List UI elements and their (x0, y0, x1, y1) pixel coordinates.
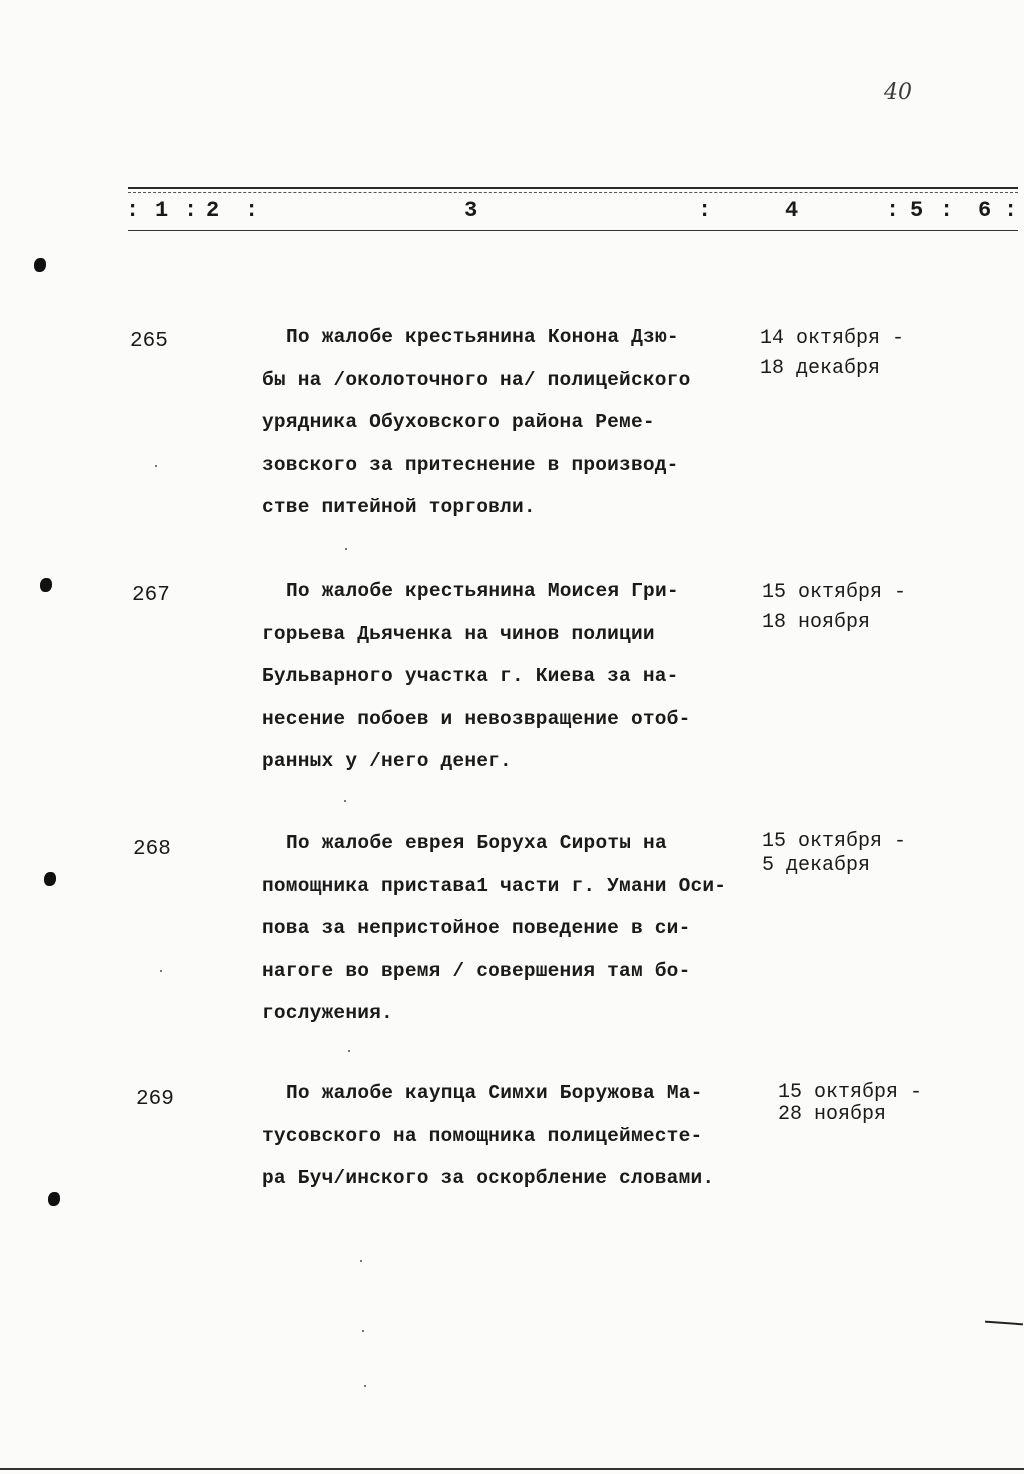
entry-line: урядника Обуховского района Реме- (262, 411, 655, 433)
date-end: 28 ноября (778, 1103, 887, 1126)
column-separator: : (184, 198, 198, 223)
scan-speck (344, 800, 346, 802)
entry-line: ранных у /него денег. (262, 750, 512, 772)
entry-number: 265 (130, 330, 168, 353)
entry-line: гослужения. (262, 1002, 393, 1024)
entry-line: бы на /околоточного на/ полицейского (262, 368, 691, 391)
scan-speck (360, 1260, 362, 1262)
entry-line: ра Буч/инского за оскорбление словами. (262, 1167, 715, 1189)
entry-description (262, 1072, 762, 1200)
date-end: 5 декабря (762, 854, 871, 877)
column-header-2: 2 (206, 198, 220, 223)
entry-line: помощника пристава1 части г. Умани Оси- (262, 874, 727, 897)
entry-line: нагоге во время / совершения там бо- (262, 959, 691, 982)
entry-line: По жалобе крестьянина Конона Дзю- (286, 326, 679, 348)
entry-description (262, 316, 762, 529)
header-rule-top-dashed (128, 192, 1018, 193)
punch-hole-mark (48, 1192, 60, 1206)
scan-speck (345, 548, 347, 550)
column-separator: : (126, 198, 140, 223)
entry-dates (762, 830, 906, 878)
header-rule-top (128, 187, 1018, 189)
date-start: 15 октября - (762, 830, 907, 853)
date-end: 18 декабря (760, 357, 881, 380)
column-separator: : (1004, 198, 1018, 223)
scan-speck (155, 465, 157, 467)
entry-dates (760, 324, 904, 384)
punch-hole-mark (34, 258, 46, 272)
entry-description (262, 822, 762, 1035)
column-header-5: 5 (910, 198, 924, 223)
scan-speck (362, 1330, 364, 1332)
entry-line: зовского за притеснение в производ- (262, 453, 679, 476)
column-separator: : (940, 198, 954, 223)
entry-number: 267 (132, 584, 170, 607)
date-end: 18 ноября (762, 611, 871, 634)
column-header-3: 3 (464, 198, 478, 223)
column-header-1: 1 (155, 198, 169, 223)
entry-description (262, 570, 762, 783)
margin-pen-stroke (985, 1321, 1023, 1326)
column-separator: : (245, 198, 259, 223)
column-header-4: 4 (785, 198, 799, 223)
entry-dates (778, 1082, 922, 1126)
scan-speck (364, 1385, 366, 1387)
punch-hole-mark (40, 578, 52, 592)
entry-number: 269 (136, 1088, 174, 1111)
date-start: 15 октября - (778, 1081, 923, 1104)
entry-line: пова за непристойное поведение в си- (262, 917, 691, 939)
entry-line: горьева Дьяченка на чинов полиции (262, 622, 655, 645)
entry-dates (762, 578, 906, 638)
date-start: 14 октября - (760, 327, 905, 350)
scan-speck (348, 1050, 350, 1052)
entry-line: стве питейной торговли. (262, 496, 536, 518)
entry-line: Бульварного участка г. Киева за на- (262, 665, 679, 687)
scan-speck (160, 970, 162, 972)
entry-line: несение побоев и невозвращение отоб- (262, 707, 691, 730)
page-bottom-edge (0, 1468, 1024, 1470)
header-rule-bottom (128, 230, 1018, 231)
punch-hole-mark (44, 872, 56, 886)
column-separator: : (886, 198, 900, 223)
column-header-6: 6 (978, 198, 992, 223)
page-number: 40 (884, 80, 912, 105)
entry-line: По жалобе крестьянина Моисея Гри- (286, 580, 679, 602)
date-start: 15 октября - (762, 581, 907, 604)
entry-line: По жалобе еврея Боруха Сироты на (286, 832, 667, 854)
column-separator: : (698, 198, 712, 223)
entry-number: 268 (133, 838, 171, 861)
entry-line: По жалобе каупца Симхи Боружова Ма- (286, 1082, 703, 1104)
entry-line: тусовского на помощника полицейместе- (262, 1124, 703, 1147)
